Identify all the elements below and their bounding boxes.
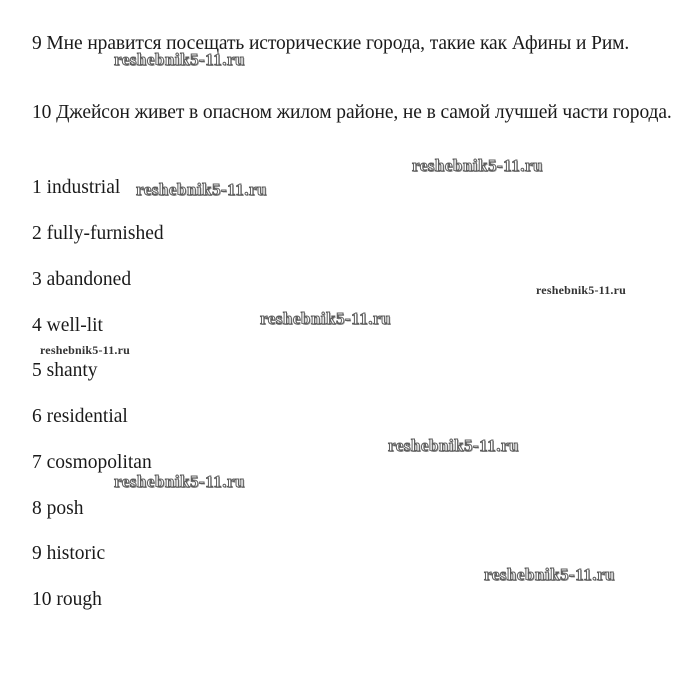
watermark: reshebnik5-11.ru bbox=[114, 472, 245, 491]
watermark: reshebnik5-11.ru bbox=[136, 180, 267, 199]
watermark: reshebnik5-11.ru bbox=[412, 156, 543, 175]
sentence-10: 10 Джейсон живет в опасном жилом районе, не в самой лучшей части города. bbox=[32, 102, 672, 123]
answer-item-9: 9 historic bbox=[32, 543, 106, 564]
watermark: reshebnik5-11.ru bbox=[536, 283, 626, 297]
watermark: reshebnik5-11.ru bbox=[260, 309, 391, 328]
watermark: reshebnik5-11.ru bbox=[484, 565, 615, 584]
answer-item-1: 1 industrial bbox=[32, 177, 121, 198]
answer-item-4: 4 well-lit bbox=[32, 315, 103, 336]
watermark: reshebnik5-11.ru bbox=[114, 50, 245, 69]
answer-item-3: 3 abandoned bbox=[32, 269, 132, 290]
watermark: reshebnik5-11.ru bbox=[40, 343, 130, 357]
answer-item-8: 8 posh bbox=[32, 498, 84, 519]
answer-item-10: 10 rough bbox=[32, 589, 102, 610]
answer-item-7: 7 cosmopolitan bbox=[32, 452, 152, 473]
answer-item-6: 6 residential bbox=[32, 406, 128, 427]
answer-item-2: 2 fully-furnished bbox=[32, 223, 164, 244]
answer-item-5: 5 shanty bbox=[32, 360, 98, 381]
watermark: reshebnik5-11.ru bbox=[388, 436, 519, 455]
sentence-9: 9 Мне нравится посещать исторические города, такие как Афины и Рим. bbox=[32, 33, 630, 54]
